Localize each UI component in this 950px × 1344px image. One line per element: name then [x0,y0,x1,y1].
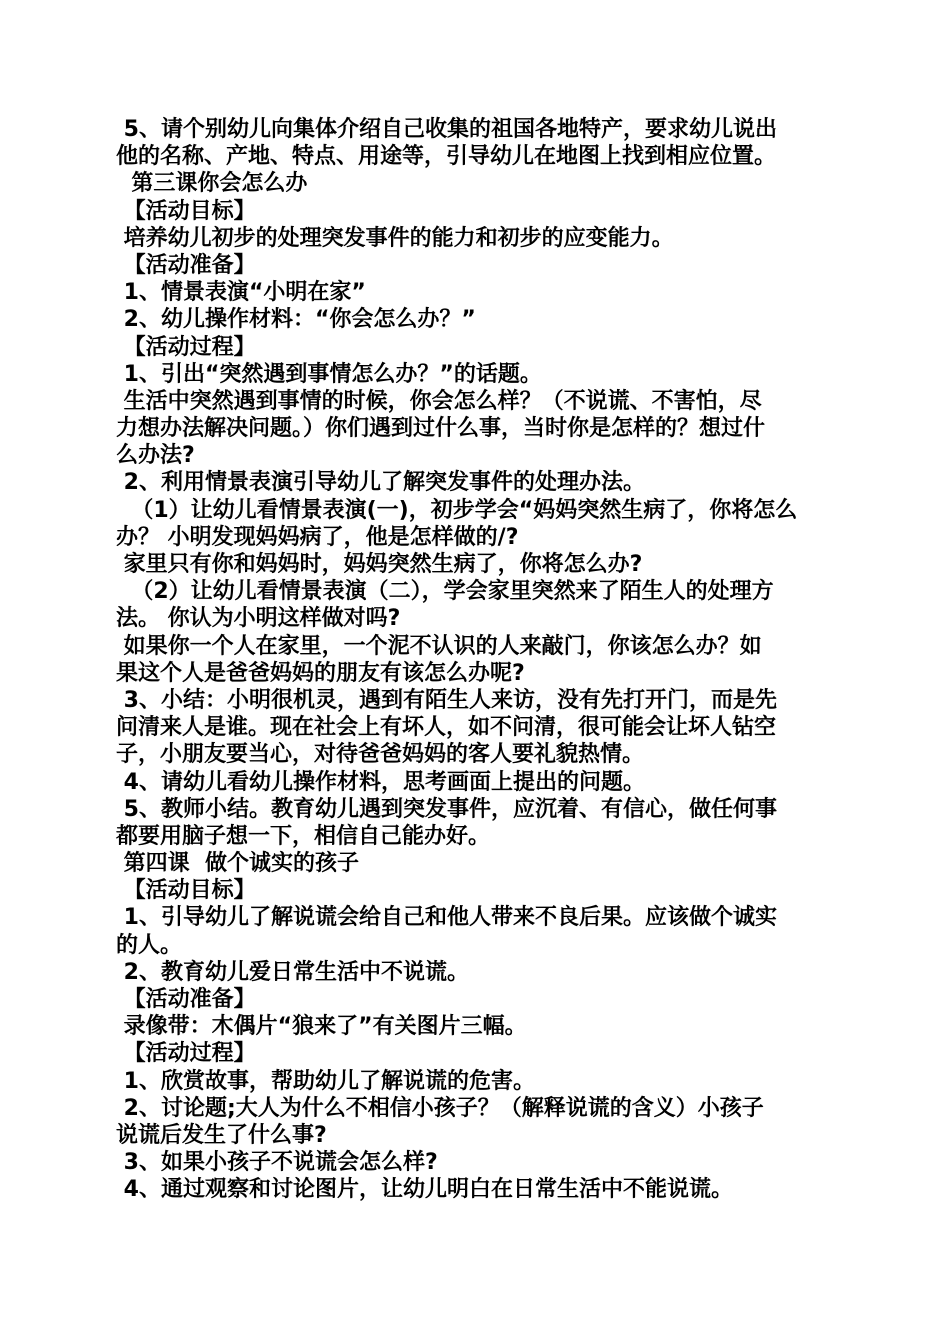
text-line: 2、教育幼儿爱日常生活中不说谎。 [116,959,469,985]
section-heading: 【活动准备】 [116,987,256,1012]
text-line: 家里只有你和妈妈时，妈妈突然生病了，你将怎么办? [116,552,643,577]
text-line: 3、如果小孩子不说谎会怎么样? [116,1150,438,1176]
section-heading: 【活动目标】 [116,878,256,904]
text-line: 法。 你认为小明这样做对吗? [116,606,401,632]
text-line: 2、讨论题;大人为什么不相信小孩子？（解释说谎的含义）小孩子 [116,1095,764,1121]
text-line: 培养幼儿初步的处理突发事件的能力和初步的应变能力。 [116,225,674,251]
text-line: 1、引出“突然遇到事情怎么办？”的话题。 [116,361,542,387]
text-line: 2、幼儿操作材料：“你会怎么办？” [116,307,476,333]
text-line: 么办法? [116,443,195,469]
section-heading: 【活动目标】 [116,198,256,224]
section-heading: 【活动过程】 [116,1041,256,1067]
text-line: 他的名称、产地、特点、用途等，引导幼儿在地图上找到相应位置。 [116,144,777,170]
text-line: 子，小朋友要当心，对待爸爸妈妈的客人要礼貌热情。 [116,742,645,768]
text-line: 1、欣赏故事，帮助幼儿了解说谎的危害。 [116,1068,535,1094]
lesson-heading: 第四课 做个诚实的孩子 [116,851,359,877]
text-line: 1、情景表演“小明在家” [116,280,366,306]
text-line: 1、引导幼儿了解说谎会给自己和他人带来不良后果。应该做个诚实 [116,905,777,931]
text-line: 4、通过观察和讨论图片，让幼儿明白在日常生活中不能说谎。 [116,1177,733,1203]
text-line: （1）让幼儿看情景表演(一)，初步学会“妈妈突然生病了，你将怎么 [116,497,798,523]
text-line: 录像带：木偶片“狼来了”有关图片三幅。 [116,1014,527,1040]
section-heading: 【活动准备】 [116,252,256,278]
text-line: 如果你一个人在家里，一个泥不认识的人来敲门，你该怎么办？如 [116,633,762,659]
document-body [116,116,836,1204]
text-line: 的人。 [116,932,183,958]
text-line: 5、请个别幼儿向集体介绍自己收集的祖国各地特产，要求幼儿说出 [116,117,777,142]
text-line: 生活中突然遇到事情的时候，你会怎么样？（不说谎、不害怕，尽 [116,388,762,414]
text-line: 都要用脑子想一下，相信自己能办好。 [116,823,491,849]
text-line: 3、小结：小明很机灵，遇到有陌生人来访，没有先打开门，而是先 [116,687,777,713]
text-line: （2）让幼儿看情景表演（二），学会家里突然来了陌生人的处理方 [116,579,774,605]
text-line: 2、利用情景表演引导幼儿了解突发事件的处理办法。 [116,470,645,496]
text-line: 5、教师小结。教育幼儿遇到突发事件，应沉着、有信心，做任何事 [116,796,777,822]
text-line: 果这个人是爸爸妈妈的朋友有该怎么办呢? [116,660,525,686]
text-line: 办？ 小明发现妈妈病了，他是怎样做的/? [116,524,519,550]
text-line: 问清来人是谁。现在社会上有坏人，如不问清，很可能会让坏人钻空 [116,715,777,741]
text-line: 4、请幼儿看幼儿操作材料，思考画面上提出的问题。 [116,769,645,795]
lesson-heading: 第三课你会怎么办 [116,171,308,197]
text-line: 说谎后发生了什么事? [116,1122,327,1148]
text-line: 力想办法解决问题。）你们遇到过什么事，当时你是怎样的？想过什 [116,416,766,442]
section-heading: 【活动过程】 [116,334,256,360]
